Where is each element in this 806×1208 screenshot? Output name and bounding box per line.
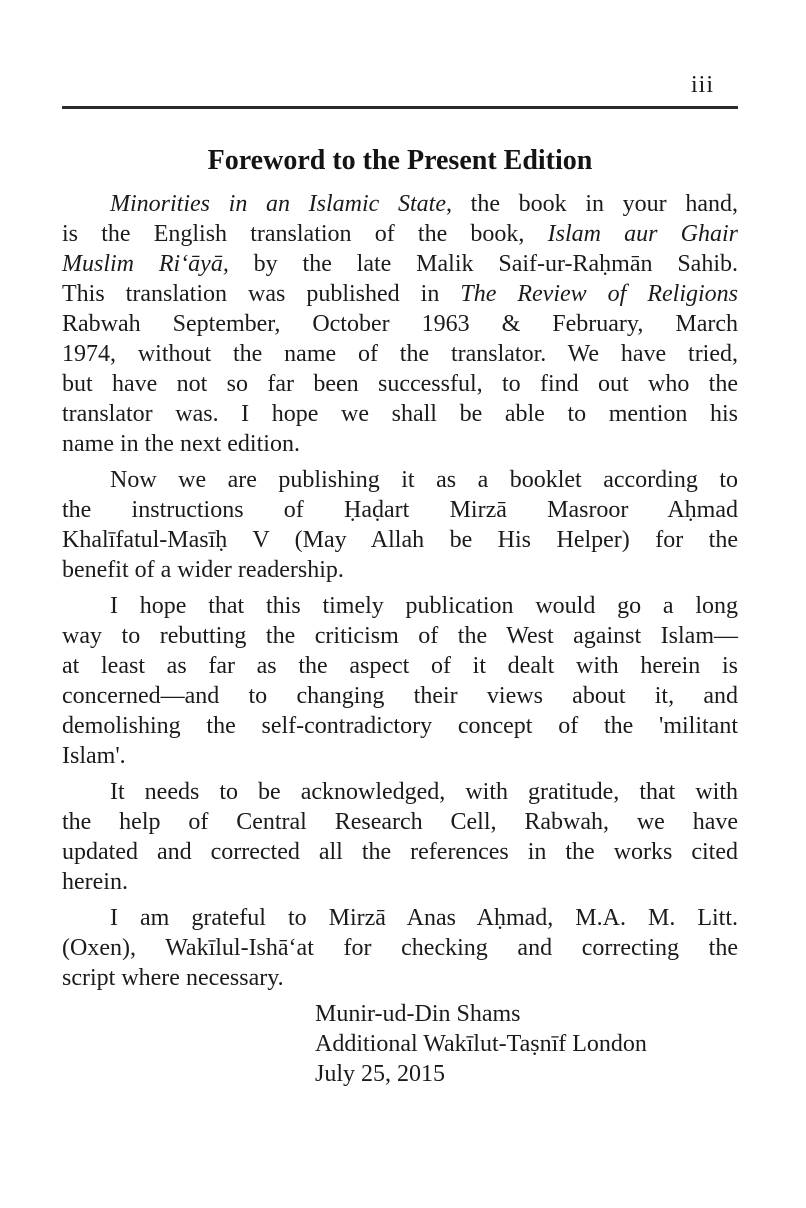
- paragraph-line: [62, 777, 738, 807]
- paragraph-line: [62, 711, 738, 741]
- paragraph-line: [62, 399, 738, 429]
- text-run: (Oxen), Wakīlul-Ishā‘at for checking and correcting the: [62, 935, 738, 961]
- paragraph-line: [62, 429, 738, 459]
- signature-line: Additional Wakīlut-Taṣnīf London: [315, 1031, 647, 1057]
- text-run: This translation was published in: [62, 281, 461, 307]
- text-run: Khalīfatul-Masīḥ V (May Allah be His Helper) for the: [62, 527, 738, 553]
- text-run: Now we are publishing it as a booklet according to: [110, 467, 738, 493]
- paragraph-line: [62, 369, 738, 399]
- text-run: benefit of a wider readership.: [62, 557, 344, 583]
- paragraph: [62, 777, 738, 897]
- text-run: the help of Central Research Cell, Rabwah, we have: [62, 809, 738, 835]
- paragraph-line: [62, 339, 738, 369]
- paragraph: [62, 591, 738, 771]
- paragraph-line: [62, 219, 738, 249]
- text-run: , the book in your hand,: [446, 191, 738, 217]
- foreword-body: [62, 189, 738, 993]
- text-run: Islam'.: [62, 743, 126, 769]
- text-run: way to rebutting the criticism of the West against Islam—: [62, 623, 738, 649]
- text-run: I am grateful to Mirzā Anas Aḥmad, M.A. M. Litt.: [110, 905, 738, 931]
- paragraph-line: [62, 555, 738, 585]
- paragraph-line: [62, 189, 738, 219]
- text-run: is the English translation of the book,: [62, 221, 548, 247]
- signature-block: [62, 999, 738, 1089]
- page-title: Foreword to the Present Edition: [207, 145, 593, 176]
- italic-text: Islam aur Ghair: [547, 221, 738, 247]
- text-run: demolishing the self-contradictory concept of the 'militant: [62, 713, 738, 739]
- paragraph-line: [62, 867, 738, 897]
- text-run: the instructions of Ḥaḍart Mirzā Masroor Aḥmad: [62, 497, 738, 523]
- italic-text: Minorities in an Islamic State: [110, 191, 446, 217]
- paragraph-line: [62, 249, 738, 279]
- italic-text: Muslim Ri‘āyā,: [62, 251, 229, 277]
- paragraph-line: [62, 465, 738, 495]
- text-run: I hope that this timely publication would go a long: [110, 593, 738, 619]
- paragraph: [62, 903, 738, 993]
- signature-line: July 25, 2015: [315, 1061, 446, 1087]
- paragraph-line: [62, 933, 738, 963]
- page-number: iii: [690, 72, 714, 98]
- paragraph-line: [62, 741, 738, 771]
- paragraph: [62, 189, 738, 459]
- text-run: translator was. I hope we shall be able to mention his: [62, 401, 738, 427]
- italic-text: The Review of Religions: [460, 281, 739, 307]
- paragraph-line: [62, 807, 738, 837]
- text-run: script where necessary.: [62, 965, 284, 991]
- paragraph-line: [62, 681, 738, 711]
- paragraph-line: [62, 495, 738, 525]
- paragraph-line: [62, 591, 738, 621]
- text-run: by the late Malik Saif-ur-Raḥmān Sahib.: [228, 251, 738, 277]
- text-run: It needs to be acknowledged, with gratitude, that with: [110, 779, 738, 805]
- text-run: concerned—and to changing their views about it, and: [62, 683, 738, 709]
- paragraph-line: [62, 279, 738, 309]
- text-run: name in the next edition.: [62, 431, 300, 457]
- header-rule: [62, 106, 738, 109]
- paragraph-line: [62, 525, 738, 555]
- signature-line: Munir-ud-Din Shams: [315, 1001, 521, 1027]
- paragraph-line: [62, 309, 738, 339]
- text-run: at least as far as the aspect of it dealt with herein is: [62, 653, 738, 679]
- paragraph-line: [62, 651, 738, 681]
- text-run: updated and corrected all the references in the works cited: [62, 839, 738, 865]
- text-run: 1974, without the name of the translator. We have tried,: [62, 341, 738, 367]
- paragraph-line: [62, 963, 738, 993]
- paragraph-line: [62, 837, 738, 867]
- page-header: [62, 72, 738, 109]
- text-run: but have not so far been successful, to find out who the: [62, 371, 738, 397]
- paragraph-line: [62, 621, 738, 651]
- text-run: Rabwah September, October 1963 & February, March: [62, 311, 738, 337]
- paragraph-line: [62, 903, 738, 933]
- paragraph: [62, 465, 738, 585]
- text-run: herein.: [62, 869, 128, 895]
